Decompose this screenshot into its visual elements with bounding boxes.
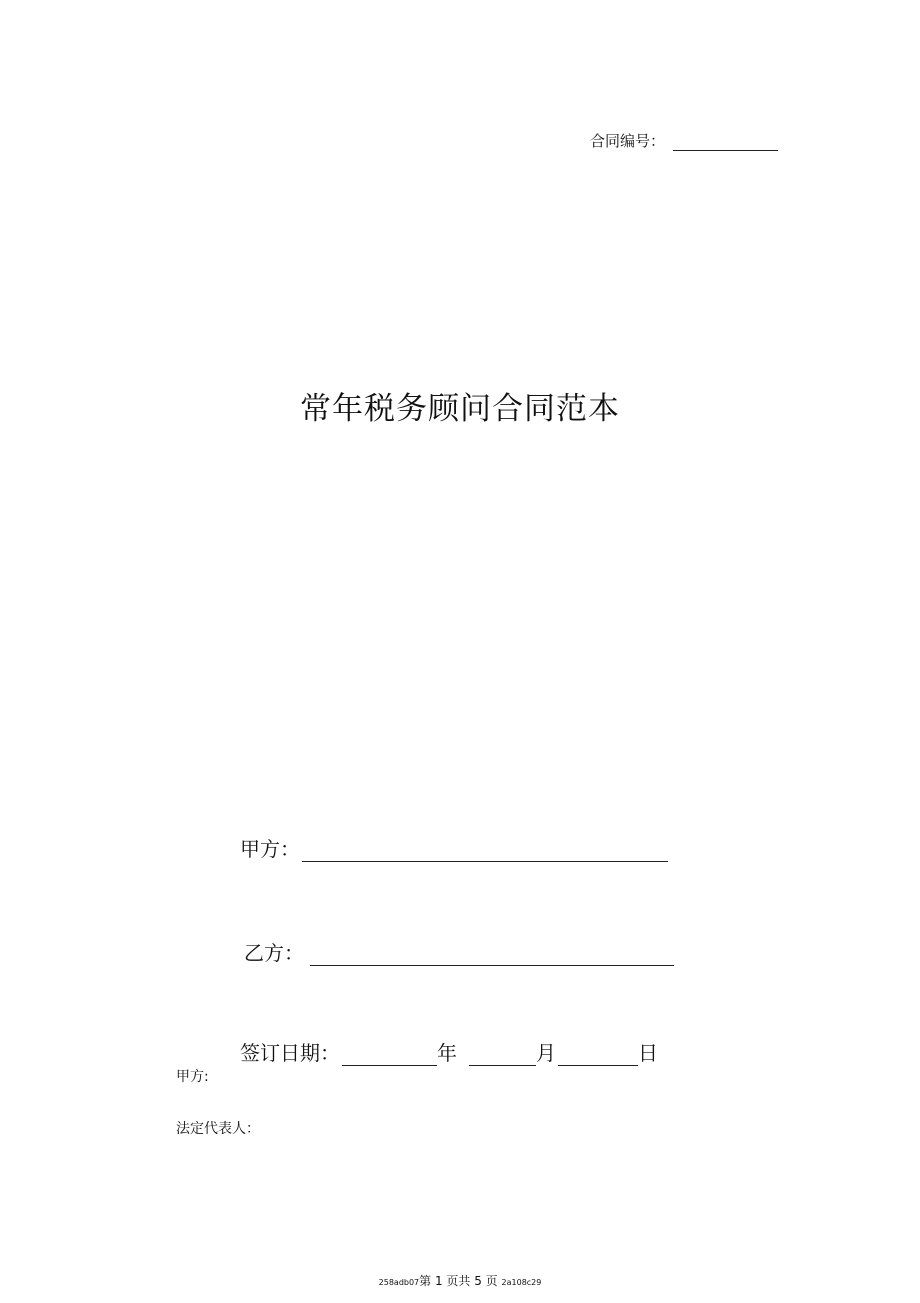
party-a-blank: [302, 841, 668, 862]
party-a-field: [240, 833, 668, 862]
contract-number-field: [590, 130, 778, 151]
party-b-field: [244, 937, 674, 966]
footer-suffix-code: 2a108c29: [501, 1278, 542, 1287]
document-title: 常年税务顾问合同范本: [300, 391, 620, 427]
month-blank: [469, 1045, 536, 1066]
party-a-label: 甲方：: [240, 837, 300, 861]
contract-number-label: 合同编号：: [590, 132, 666, 150]
day-blank: [558, 1045, 638, 1066]
page-number-text: 第 1 页共 5 页: [419, 1274, 498, 1288]
contract-number-blank: [673, 134, 778, 151]
sign-date-field: [240, 1037, 658, 1066]
party-b-blank: [310, 945, 674, 966]
sign-date-label: 签订日期：: [240, 1041, 340, 1065]
year-label: 年: [437, 1041, 457, 1065]
body-party-a-label: 甲方:: [176, 1069, 209, 1085]
day-label: 日: [638, 1041, 658, 1065]
page-footer: [0, 1272, 920, 1289]
legal-representative-label: 法定代表人：: [176, 1121, 260, 1137]
year-blank: [342, 1045, 437, 1066]
party-b-label: 乙方：: [244, 941, 304, 965]
month-label: 月: [536, 1041, 556, 1065]
footer-prefix-code: 258adb07: [378, 1278, 420, 1287]
